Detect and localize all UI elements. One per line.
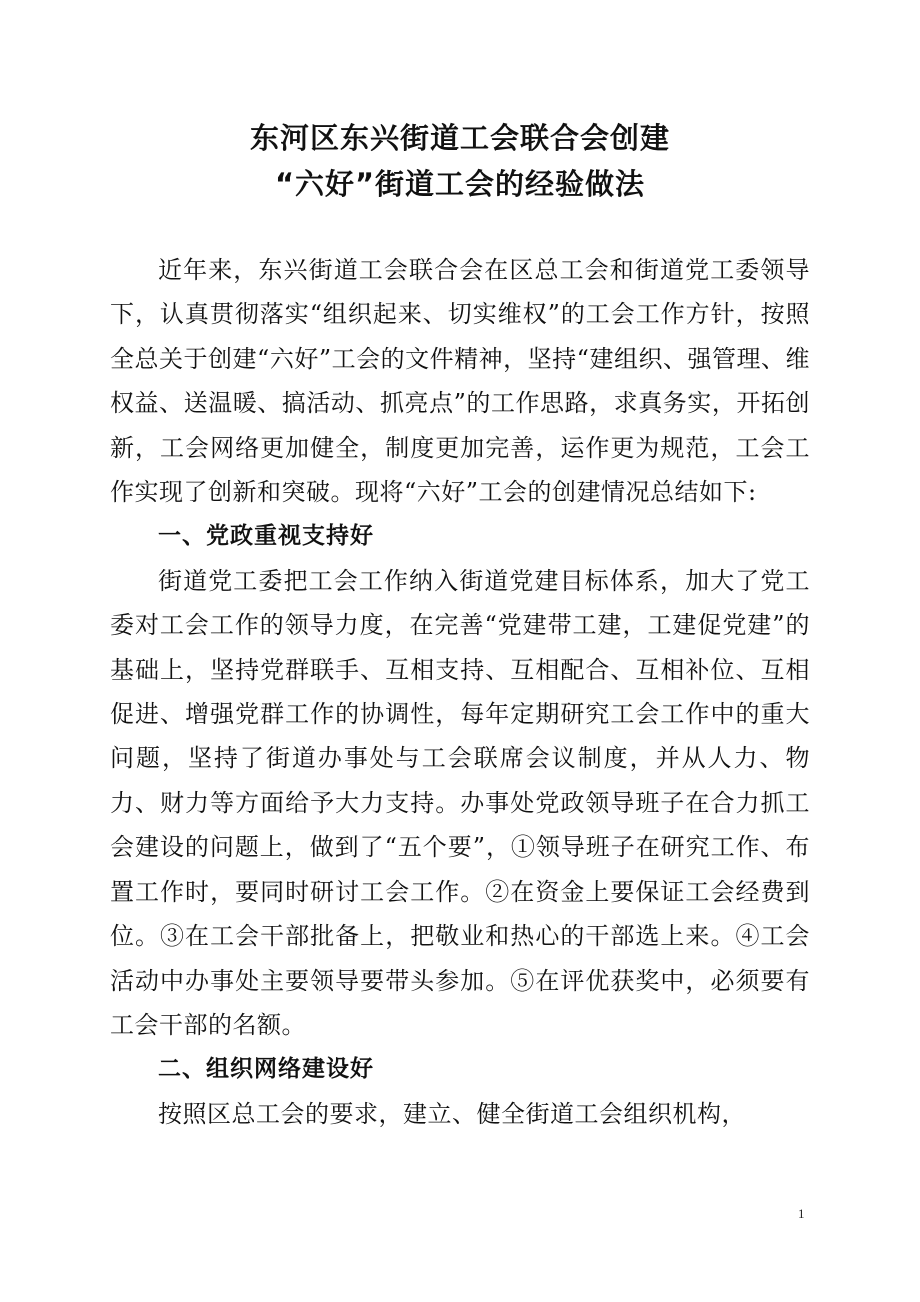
document-title-line-1: 东河区东兴街道工会联合会创建 [249,121,670,155]
section-1-heading: 一、党政重视支持好 [158,523,374,550]
document-title-line-2: “六好”街道工会的经验做法 [274,167,646,201]
section-2-heading: 二、组织网络建设好 [158,1056,374,1083]
section-2-paragraph: 按照区总工会的要求，建立、健全街道工会组织机构， [158,1099,746,1128]
document-body [110,248,810,1136]
page-number: 1 [798,1206,805,1221]
section-1-paragraph: 街道党工委把工会工作纳入街道党建目标体系，加大了党工委对工会工作的领导力度，在完善“党建带工建，工建促党建”的基础上，坚持党群联手、互相支持、互相配合、互相补位、互相促进、增强党群工作的协调性，每年定期研究工会工作中的重大问题，坚持了街道办事处与工会联席会议制度，并从人力、物力、财力等方面给予大力支持。办事处党政领导班子在合力抓工会建设的问题上，做到了“五个要”，①领导班子在研究工作、布置工作时，要同时研讨工会工作。②在资金上要保证工会经费到位。③在工会干部批备上，把敬业和热心的干部选上来。④工会活动中办事处主要领导要带头参加。⑤在评优获奖中，必须要有工会干部的名额。 [110,566,810,1039]
intro-paragraph: 近年来，东兴街道工会联合会在区总工会和街道党工委领导下，认真贯彻落实“组织起来、切实维权”的工会工作方针，按照全总关于创建“六好”工会的文件精神，坚持“建组织、强管理、维权益、送温暖、搞活动、抓亮点”的工作思路，求真务实，开拓创新，工会网络更加健全，制度更加完善，运作更为规范，工会工作实现了创新和突破。现将“六好”工会的创建情况总结如下: [110,256,810,507]
